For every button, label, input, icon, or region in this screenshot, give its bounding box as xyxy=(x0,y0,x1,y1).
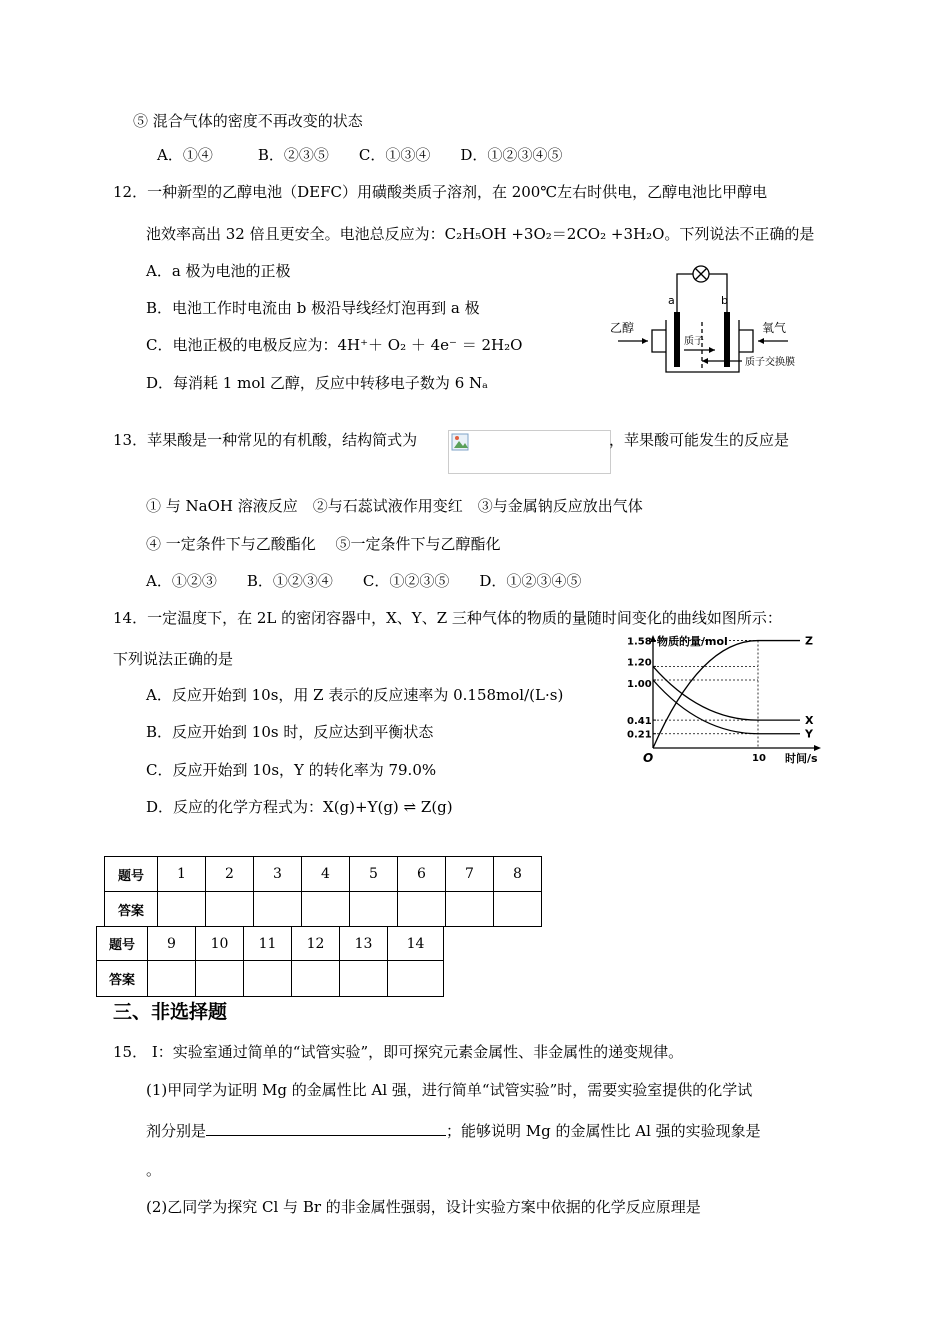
table1-no: 5 xyxy=(350,857,398,892)
y-tick-label: 1.20 xyxy=(627,657,652,669)
q12-option-c: C．电池正极的电极反应为：4H⁺＋ O₂ ＋ 4e⁻ ＝ 2H₂O xyxy=(146,336,523,354)
table1-label-no: 题号 xyxy=(105,857,158,892)
q15-part1-line1: (1)甲同学为证明 Mg 的金属性比 Al 强，进行简单“试管实验”时，需要实验室提供的化学试 xyxy=(146,1081,753,1099)
y-tick-label: 1.58 xyxy=(627,636,652,648)
origin-label: O xyxy=(643,751,654,765)
q14-option-d: D．反应的化学方程式为：X(g)+Y(g) ⇌ Z(g) xyxy=(146,798,453,816)
answer-cell[interactable] xyxy=(302,892,350,927)
series-label-Y: Y xyxy=(805,727,813,741)
table1-no: 1 xyxy=(158,857,206,892)
table2-no: 11 xyxy=(244,927,292,961)
q11-item5: ⑤ 混合气体的密度不再改变的状态 xyxy=(133,112,363,130)
q11-options: A．①④ B．②③⑤ C．①③④ D．①②③④⑤ xyxy=(157,146,563,164)
q15-part1-post: ；能够说明 Mg 的金属性比 Al 强的实验现象是 xyxy=(446,1122,761,1140)
table1-label-ans: 答案 xyxy=(105,892,158,927)
q14-option-a: A．反应开始到 10s，用 Z 表示的反应速率为 0.158mol/(L·s) xyxy=(146,686,564,704)
fuel-cell-diagram xyxy=(610,262,815,377)
structure-image-placeholder xyxy=(448,430,611,474)
q13-stem-pre: 13．苹果酸是一种常见的有机酸，结构简式为 xyxy=(113,431,418,449)
label-proton: 质子 xyxy=(684,336,704,347)
q13-items-line2: ④ 一定条件下与乙酸酯化 ⑤一定条件下与乙醇酯化 xyxy=(146,535,501,553)
q15-part1-pre: 剂分别是 xyxy=(146,1122,207,1140)
answer-cell[interactable] xyxy=(158,892,206,927)
answer-cell[interactable] xyxy=(388,961,444,997)
table1-no: 7 xyxy=(446,857,494,892)
label-b: b xyxy=(721,294,728,307)
series-label-Z: Z xyxy=(805,634,813,648)
q12-option-a: A．a 极为电池的正极 xyxy=(146,262,291,280)
section-heading: 三、非选择题 xyxy=(113,1001,228,1023)
answer-table-2 xyxy=(96,926,444,997)
label-ethanol: 乙醇 xyxy=(610,321,635,335)
broken-image-icon xyxy=(451,433,471,453)
label-oxygen: 氧气 xyxy=(762,321,787,335)
q12-option-b: B．电池工作时电流由 b 极沿导线经灯泡再到 a 极 xyxy=(146,299,480,317)
q14-stem-line2: 下列说法正确的是 xyxy=(113,650,234,668)
answer-cell[interactable] xyxy=(254,892,302,927)
x-tick-label: 10 xyxy=(752,753,766,764)
q12-stem-line1: 12．一种新型的乙醇电池（DEFC）用磺酸类质子溶剂，在 200℃左右时供电，乙醇电池比甲醇电 xyxy=(113,183,768,201)
answer-cell[interactable] xyxy=(340,961,388,997)
q13-stem-post: ，苹果酸可能发生的反应是 xyxy=(609,431,790,449)
table2-label-no: 题号 xyxy=(97,927,148,961)
q14-option-c: C．反应开始到 10s，Y 的转化率为 79.0% xyxy=(146,761,437,779)
series-label-X: X xyxy=(805,714,814,728)
answer-cell[interactable] xyxy=(148,961,196,997)
answer-cell[interactable] xyxy=(398,892,446,927)
table1-no: 8 xyxy=(494,857,542,892)
table2-no: 14 xyxy=(388,927,444,961)
table2-no: 12 xyxy=(292,927,340,961)
q12-stem-line2: 池效率高出 32 倍且更安全。电池总反应为：C₂H₅OH +3O₂＝2CO₂ +3H₂O。下列说法不正确的是 xyxy=(146,225,815,243)
table2-label-ans: 答案 xyxy=(97,961,148,997)
q15-stem: 15． Ⅰ：实验室通过简单的“试管实验”，即可探究元素金属性、非金属性的递变规律。 xyxy=(113,1043,684,1061)
q13-items-line1: ① 与 NaOH 溶液反应 ②与石蕊试液作用变红 ③与金属钠反应放出气体 xyxy=(146,497,643,515)
electrode-b xyxy=(724,312,730,367)
answer-blank[interactable] xyxy=(206,1120,446,1136)
table2-no: 10 xyxy=(196,927,244,961)
table1-no: 3 xyxy=(254,857,302,892)
q14-option-b: B．反应开始到 10s 时，反应达到平衡状态 xyxy=(146,723,434,741)
answer-cell[interactable] xyxy=(244,961,292,997)
q15-part1-end: 。 xyxy=(146,1161,162,1179)
label-a: a xyxy=(668,294,675,307)
label-membrane: 质子交换膜 xyxy=(745,357,795,368)
table2-no: 9 xyxy=(148,927,196,961)
answer-cell[interactable] xyxy=(350,892,398,927)
answer-cell[interactable] xyxy=(494,892,542,927)
answer-cell[interactable] xyxy=(206,892,254,927)
x-axis-label: 时间/s xyxy=(785,752,818,765)
answer-cell[interactable] xyxy=(196,961,244,997)
y-tick-label: 0.41 xyxy=(627,716,652,728)
y-axis-label: 物质的量/mol xyxy=(657,635,728,648)
answer-cell[interactable] xyxy=(446,892,494,927)
q14-stem-line1: 14．一定温度下，在 2L 的密闭容器中，X、Y、Z 三种气体的物质的量随时间变化的曲线如图所示： xyxy=(113,609,782,627)
q13-options: A．①②③ B．①②③④ C．①②③⑤ D．①②③④⑤ xyxy=(146,572,582,590)
q12-option-d: D．每消耗 1 mol 乙醇，反应中转移电子数为 6 Nₐ xyxy=(146,374,488,392)
series-line-X xyxy=(653,666,800,720)
y-tick-label: 0.21 xyxy=(627,729,652,741)
answer-table-1 xyxy=(104,856,542,927)
table1-no: 6 xyxy=(398,857,446,892)
y-tick-label: 1.00 xyxy=(627,679,652,690)
electrode-a xyxy=(674,312,680,367)
answer-cell[interactable] xyxy=(292,961,340,997)
series-line-Z xyxy=(653,641,800,748)
amount-time-chart xyxy=(625,632,825,768)
table1-no: 2 xyxy=(206,857,254,892)
q15-part1-line2 xyxy=(146,1120,761,1141)
table2-no: 13 xyxy=(340,927,388,961)
q15-part2-line1: (2)乙同学为探究 Cl 与 Br 的非金属性强弱，设计实验方案中依据的化学反应原理是 xyxy=(146,1198,701,1216)
table1-no: 4 xyxy=(302,857,350,892)
